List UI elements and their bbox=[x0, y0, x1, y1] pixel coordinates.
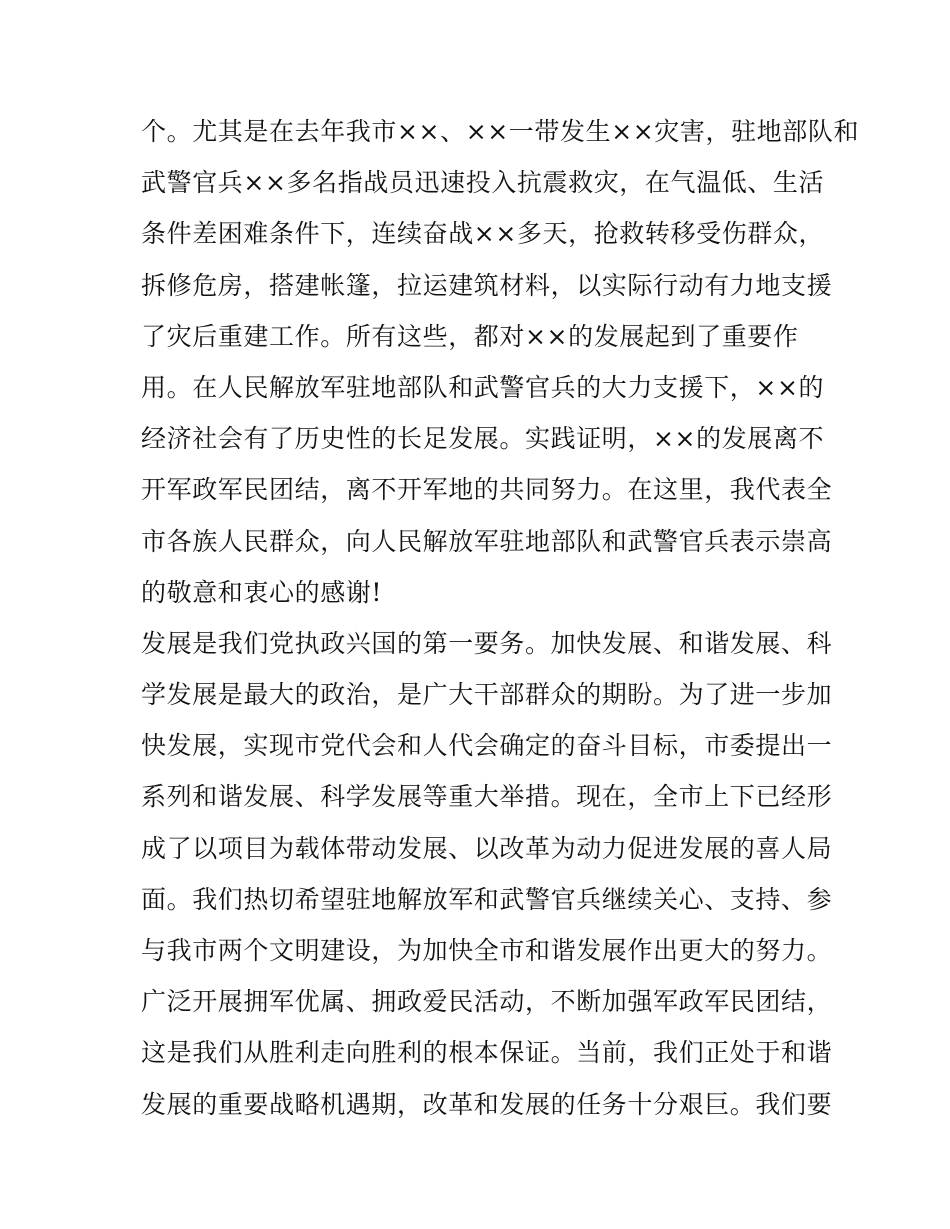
text-line: 面。我们热切希望驻地解放军和武警官兵继续关心、支持、参 bbox=[141, 884, 833, 914]
text-line: 拆修危房，搭建帐篷，拉运建筑材料，以实际行动有力地支援 bbox=[141, 270, 833, 300]
text-line: 这是我们从胜利走向胜利的根本保证。当前，我们正处于和谐 bbox=[141, 1038, 833, 1068]
text-line: 与我市两个文明建设，为加快全市和谐发展作出更大的努力。 bbox=[141, 936, 833, 965]
text-line: 发展的重要战略机遇期，改革和发展的任务十分艰巨。我们要 bbox=[141, 1089, 833, 1119]
text-line: 学发展是最大的政治，是广大干部群众的期盼。为了进一步加 bbox=[141, 680, 833, 710]
text-line: 了灾后重建工作。所有这些，都对××的发展起到了重要作 bbox=[141, 321, 799, 351]
text-line: 条件差困难条件下，连续奋战××多天，抢救转移受伤群众， bbox=[141, 219, 825, 249]
text-line: 广泛开展拥军优属、拥政爱民活动，不断加强军政军民团结， bbox=[141, 987, 833, 1017]
text-line: 市各族人民群众，向人民解放军驻地部队和武警官兵表示崇高 bbox=[141, 526, 833, 556]
text-line: 快发展，实现市党代会和人代会确定的奋斗目标，市委提出一 bbox=[141, 731, 833, 761]
text-line: 武警官兵××多名指战员迅速投入抗震救灾，在气温低、生活 bbox=[141, 168, 825, 198]
body-text bbox=[141, 106, 860, 1130]
text-line: 个。尤其是在去年我市××、××一带发生××灾害，驻地部队和 bbox=[141, 117, 860, 146]
text-line: 成了以项目为载体带动发展、以改革为动力促进发展的喜人局 bbox=[141, 833, 833, 863]
text-line: 的敬意和衷心的感谢! bbox=[141, 577, 383, 607]
text-line: 开军政军民团结，离不开军地的共同努力。在这里，我代表全 bbox=[141, 475, 833, 505]
text-line: 经济社会有了历史性的长足发展。实践证明，××的发展离不 bbox=[141, 424, 825, 454]
text-line: 发展是我们党执政兴国的第一要务。加快发展、和谐发展、科 bbox=[141, 628, 833, 658]
text-line: 系列和谐发展、科学发展等重大举措。现在，全市上下已经形 bbox=[141, 782, 833, 812]
text-line: 用。在人民解放军驻地部队和武警官兵的大力支援下，××的 bbox=[141, 372, 825, 402]
